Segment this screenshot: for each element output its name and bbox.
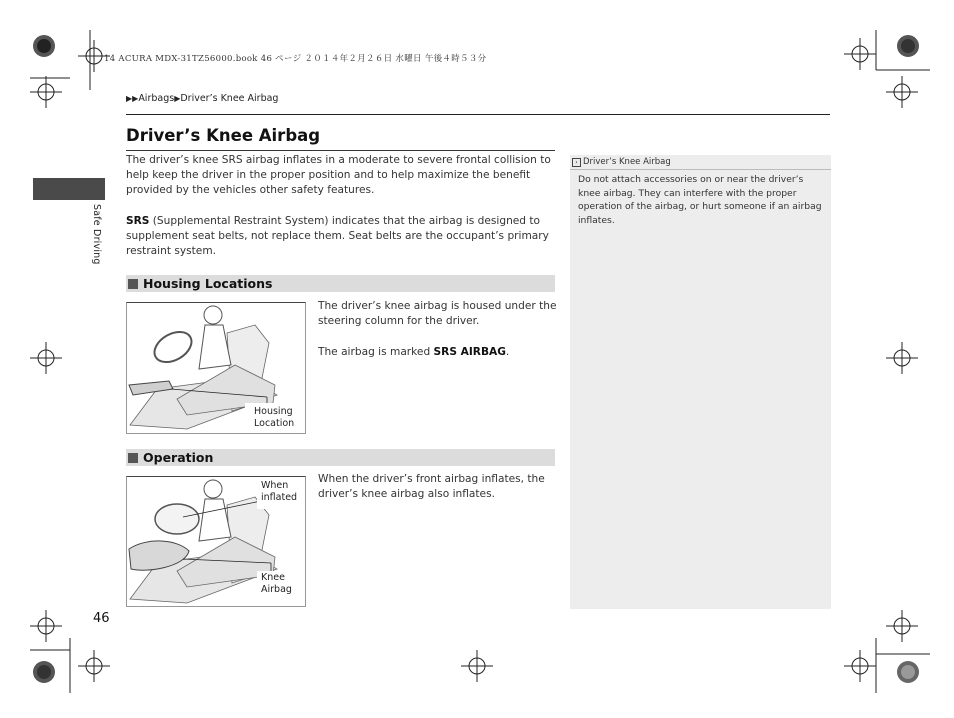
section-heading-operation <box>126 449 555 466</box>
crosshair-icon <box>886 342 918 374</box>
crosshair-icon <box>844 38 876 70</box>
when-inflated-line2: inflated <box>261 492 298 503</box>
housing-text2-prefix: The airbag is marked <box>318 346 434 358</box>
breadcrumb-link-airbags[interactable]: Airbags <box>138 93 175 104</box>
srs-paragraph <box>126 214 556 259</box>
square-bullet-icon <box>128 279 138 289</box>
breadcrumb <box>126 93 278 104</box>
when-inflated-label <box>261 480 297 504</box>
knee-airbag-line1: Knee <box>261 572 285 583</box>
section-heading-housing <box>126 275 555 292</box>
housing-label-line1: Housing <box>254 406 293 417</box>
housing-text2 <box>318 345 558 360</box>
title-rule <box>126 150 555 151</box>
srs-text: (Supplemental Restraint System) indicates that the airbag is designed to supplement seat belts, not replace them. Seat belts are the occupant’s primary restraint system. <box>126 215 549 257</box>
crosshair-icon <box>30 76 62 108</box>
crosshair-icon <box>30 342 62 374</box>
operation-figure <box>126 476 306 607</box>
page-number: 46 <box>93 611 110 626</box>
operation-text: When the driver’s front airbag inflates, the driver’s knee airbag also inflates. <box>318 473 545 500</box>
knee-airbag-line2: Airbag <box>261 584 292 595</box>
breadcrumb-arrow-icon: ▶▶ <box>126 94 139 103</box>
print-header: 14 ACURA MDX-31TZ56000.book 46 ページ ２０１４年２月２６日 水曜日 午後４時５３分 <box>104 54 487 64</box>
breadcrumb-current: Driver’s Knee Airbag <box>180 93 279 104</box>
page-title: Driver’s Knee Airbag <box>126 126 321 145</box>
housing-text2-suffix: . <box>505 346 510 358</box>
housing-location-label <box>254 406 294 430</box>
breadcrumb-arrow-icon: ▶ <box>174 94 181 103</box>
housing-figure <box>126 302 306 434</box>
chapter-tab[interactable] <box>33 178 105 200</box>
when-inflated-line1: When <box>261 480 289 491</box>
knee-airbag-label <box>261 572 292 596</box>
srs-airbag-marking: SRS AIRBAG <box>433 346 506 358</box>
crosshair-icon <box>78 650 110 682</box>
section-heading-text: Housing Locations <box>143 276 273 291</box>
crosshair-icon <box>886 76 918 108</box>
housing-text1: The driver’s knee airbag is housed under the steering column for the driver. <box>318 300 557 327</box>
housing-label-line2: Location <box>254 418 295 429</box>
registration-mark-bottom-right <box>840 638 930 718</box>
note-header[interactable] <box>570 155 831 170</box>
intro-paragraph: The driver’s knee SRS airbag inflates in a moderate to severe frontal collision to help keep the driver in the proper position and to help maximize the benefit provided by the vehicles other safety features. <box>126 154 551 196</box>
chapter-label: Safe Driving <box>91 204 102 265</box>
srs-term: SRS <box>126 215 150 227</box>
crosshair-icon <box>461 650 493 682</box>
note-body: Do not attach accessories on or near the driver’s knee airbag. They can interfere with the proper operation of the airbag, or hurt someone if an airbag inflates. <box>578 174 822 226</box>
note-title: Driver’s Knee Airbag <box>583 157 671 167</box>
square-bullet-icon <box>128 453 138 463</box>
note-marker-icon: › <box>572 158 581 167</box>
header-rule <box>126 114 830 115</box>
section-heading-text: Operation <box>143 450 214 465</box>
